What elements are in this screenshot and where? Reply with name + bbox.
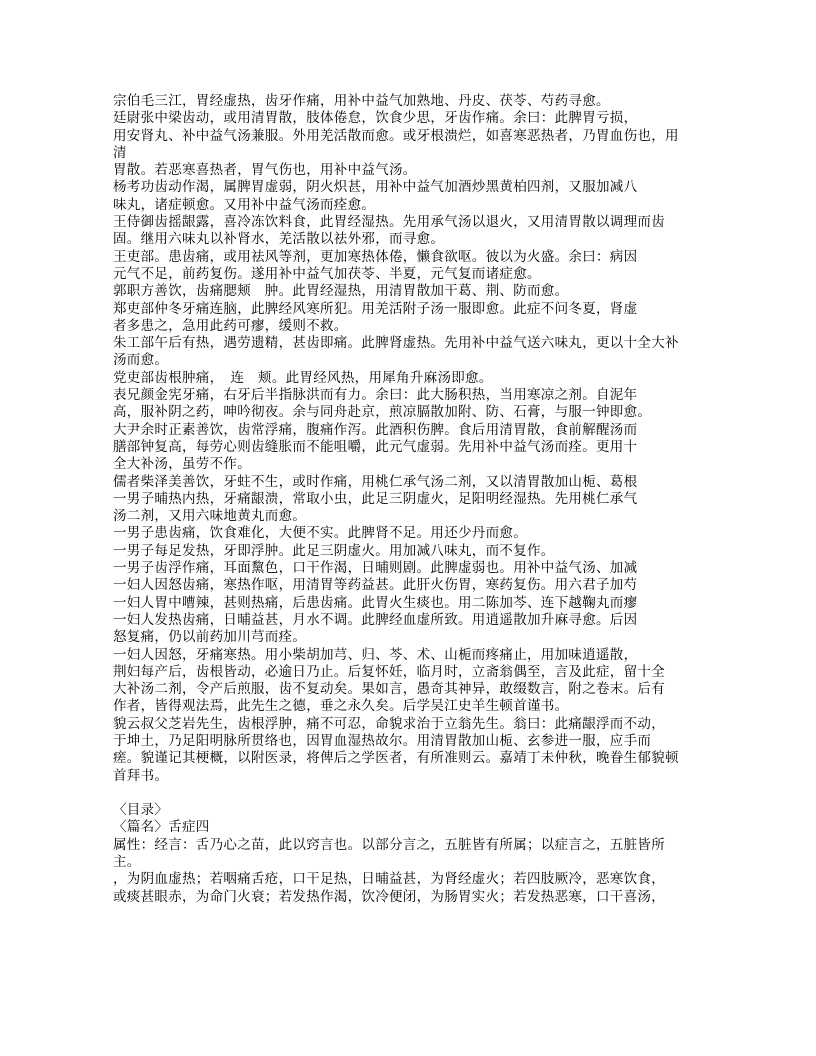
text-line [113,784,713,801]
text-line: 儒者柴泽美善饮，牙蛀不生，或时作痛，用桃仁承气汤二剂，又以清胃散加山栀、葛根 [113,473,638,489]
text-line: 瘥。貌谨记其梗概，以附医录，将俾后之学医者，有所准则云。嘉靖丁未仲秋，晚眷生郁貌顿 [113,750,679,766]
text-line: 王吏部。患齿痛，或用祛风等剂，更加寒热体倦，懒食欲呕。彼以为火盛。余曰：病因 [113,248,638,264]
text-line: 首拜书。 [113,767,169,783]
text-line: 于坤土，乃足阳明脉所贯络也，因胃血湿热故尔。用清胃散加山栀、玄参进一服，应手而 [113,732,652,748]
text-line: 汤而愈。 [113,352,169,368]
text-line: 貌云叔父芝岩先生，齿根浮肿，痛不可忍，命貌求治于立翁先生。翁曰：此痛龈浮而不动， [113,715,665,731]
text-line: 味丸，诸症顿愈。又用补中益气汤而痊愈。 [113,196,376,212]
text-line: 王侍御齿摇龈露，喜冷冻饮料食，此胃经湿热。先用承气汤以退火，又用清胃散以调理而齿 [113,214,665,230]
text-line: 一妇人胃中嘈辣，甚则热痛，后患齿痛。此胃火生痰也。用二陈加芩、连下越鞠丸而瘳 [113,594,638,610]
text-line: 杨考功齿动作渴，属脾胃虚弱，阴火炽甚，用补中益气加酒炒黑黄柏四剂，又服加减八 [113,179,638,195]
text-line: 主。 [113,854,141,870]
text-line: 宗伯毛三江，胃经虚热，齿牙作痛，用补中益气加熟地、丹皮、茯苓、芍药寻愈。 [113,93,610,108]
text-line: 荆妇每产后，齿根皆动，必逾日乃止。后复怀妊，临月时，立斋翁偶至，言及此症，留十全 [113,663,665,679]
text-line: 元气不足，前药复伤。遂用补中益气加茯苓、半夏，元气复而诸症愈。 [113,265,541,281]
text-line: 胃散。若恶寒喜热者，胃气伤也，用补中益气汤。 [113,162,417,178]
text-line: 用安肾丸、补中益气汤兼服。外用羌活散而愈。或牙根溃烂，如喜寒恶热者，乃胃血伤也，用 [113,127,679,143]
text-line: 怒复痛，仍以前药加川芎而痊。 [113,629,307,645]
text-line: 一妇人因怒，牙痛寒热。用小柴胡加芎、归、芩、术、山栀而疼痛止，用加味逍遥散， [113,646,638,662]
text-line: 者多患之，急用此药可瘳，缓则不救。 [113,317,348,333]
text-line: 汤二剂，又用六味地黄丸而愈。 [113,508,307,524]
text-line: 郭职方善饮，齿痛腮颊 肿。此胃经湿热，用清胃散加干葛、荆、防而愈。 [113,283,569,299]
text-line: 高，服补阴之药，呻吟彻夜。余与同舟赴京，煎凉膈散加附、防、石膏，与服一钟即愈。 [113,404,652,420]
text-line: 一男子齿浮作痛，耳面黧色，口干作渴，日晡则剧。此脾虚弱也。用补中益气汤、加减 [113,560,638,576]
document-text [113,92,713,905]
text-line: 大尹余时正素善饮，齿常浮痛，腹痛作泻。此酒积伤脾。食后用清胃散，食前解醒汤而 [113,421,638,437]
text-line: 一男子每足发热，牙即浮肿。此足三阴虚火。用加减八味丸，而不复作。 [113,542,555,558]
text-line: 一妇人发热齿痛，日晡益甚，月水不调。此脾经血虚所致。用逍遥散加升麻寻愈。后因 [113,611,638,627]
text-line: 〈篇名〉舌症四 [113,819,210,835]
text-line: 朱工部午后有热，遇劳遗精，甚齿即痛。此脾肾虚热。先用补中益气送六味丸，更以十全大补 [113,335,679,351]
text-line: 大补汤二剂，令产后煎服，齿不复动矣。果如言，愚奇其神异，敢缀数言，附之卷末。后有 [113,681,665,697]
text-line: 膳部钟复高，每劳心则齿缝胀而不能咀嚼，此元气虚弱。先用补中益气汤而痊。更用十 [113,438,638,454]
text-line: 廷尉张中梁齿动，或用清胃散，肢体倦怠，饮食少思，牙齿作痛。余曰：此脾胃亏损， [113,110,638,126]
text-line: 全大补汤，虽劳不作。 [113,456,251,472]
text-line: 〈目录〉 [113,802,169,818]
text-line: 固。继用六味丸以补肾水，羌活散以祛外邪，而寻愈。 [113,231,445,247]
text-line: 党吏部齿根肿痛， 连 颊。此胃经风热，用犀角升麻汤即愈。 [113,369,493,385]
text-line: 表兄颜金宪牙痛，右牙后半指脉洪而有力。余曰：此大肠积热，当用寒凉之剂。自泥年 [113,387,638,403]
text-line: 或痰甚眼赤，为命门火衰；若发热作渴，饮冷便闭，为肠胃实火；若发热恶寒，口干喜汤， [113,888,665,904]
text-line: 属性：经言：舌乃心之苗，此以窍言也。以部分言之，五脏皆有所属；以症言之，五脏皆所 [113,836,665,852]
text-line: 一男子患齿痛，饮食难化，大便不实。此脾肾不足。用还少丹而愈。 [113,525,527,541]
text-line: 一妇人因怒齿痛，寒热作呕，用清胃等药益甚。此肝火伤胃，寒药复伤。用六君子加芍 [113,577,638,593]
text-line: 清 [113,144,127,160]
text-line: 一男子晡热内热，牙痛龈溃，常取小虫，此足三阴虚火，足阳明经湿热。先用桃仁承气 [113,490,638,506]
text-line: 郑吏部仲冬牙痛连脑，此脾经风寒所犯。用羌活附子汤一服即愈。此症不问冬夏，肾虚 [113,300,638,316]
text-line: ，为阴血虚热；若咽痛舌疮，口干足热，日晡益甚，为肾经虚火；若四肢厥冷，恶寒饮食， [113,871,665,887]
text-line: 作者，皆得观法焉，此先生之德，垂之永久矣。后学吴江史羊生顿首谨书。 [113,698,569,714]
